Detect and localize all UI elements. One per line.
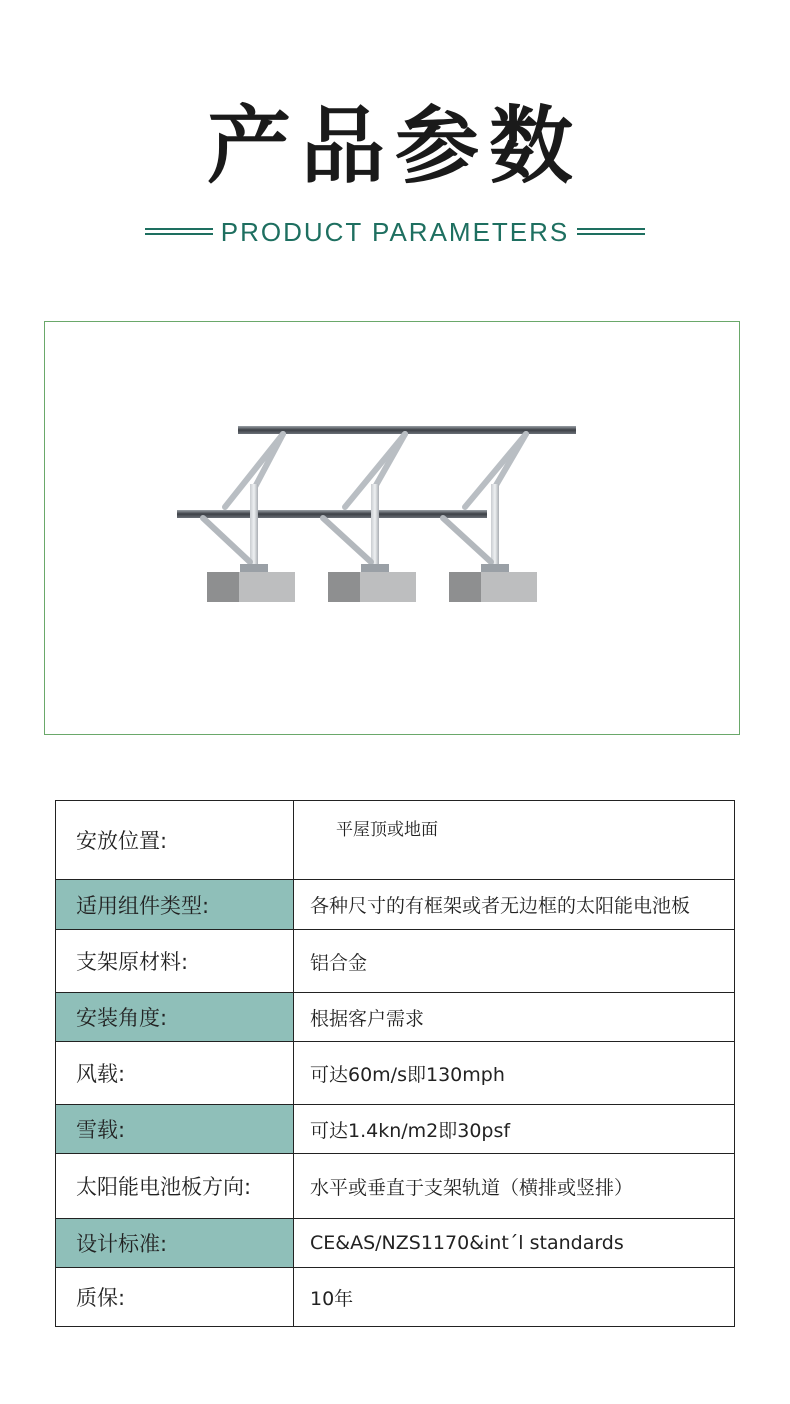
subtitle-row bbox=[0, 214, 790, 250]
table-row bbox=[56, 880, 735, 930]
param-key: 支架原材料: bbox=[56, 930, 294, 993]
table-row bbox=[56, 1219, 735, 1268]
param-value: 铝合金 bbox=[294, 930, 735, 993]
table-row bbox=[56, 1268, 735, 1327]
param-key: 设计标准: bbox=[56, 1219, 294, 1268]
parameters-table bbox=[55, 800, 735, 1327]
param-key: 质保: bbox=[56, 1268, 294, 1327]
table-row bbox=[56, 993, 735, 1042]
product-image-frame bbox=[44, 321, 740, 735]
table-row bbox=[56, 1042, 735, 1105]
table-row bbox=[56, 1154, 735, 1219]
table-row bbox=[56, 930, 735, 993]
solar-mount-structure-icon bbox=[45, 322, 739, 734]
decorative-double-line-right bbox=[577, 228, 645, 235]
param-value: 可达60m/s即130mph bbox=[294, 1042, 735, 1105]
param-value: 可达1.4kn/m2即30psf bbox=[294, 1105, 735, 1154]
param-value: 各种尺寸的有框架或者无边框的太阳能电池板 bbox=[294, 880, 735, 930]
param-key: 安装角度: bbox=[56, 993, 294, 1042]
param-value: CE&AS/NZS1170&int´l standards bbox=[294, 1219, 735, 1268]
param-value: 10年 bbox=[294, 1268, 735, 1327]
param-key: 适用组件类型: bbox=[56, 880, 294, 930]
param-value: 平屋顶或地面 bbox=[294, 801, 735, 880]
page-title: 产品参数 bbox=[206, 97, 583, 195]
table-row bbox=[56, 1105, 735, 1154]
param-value: 水平或垂直于支架轨道（横排或竖排） bbox=[294, 1154, 735, 1219]
param-key: 安放位置: bbox=[56, 801, 294, 880]
param-key: 太阳能电池板方向: bbox=[56, 1154, 294, 1219]
table-row bbox=[56, 801, 735, 880]
param-value: 根据客户需求 bbox=[294, 993, 735, 1042]
param-key: 风载: bbox=[56, 1042, 294, 1105]
param-key: 雪载: bbox=[56, 1105, 294, 1154]
page-subtitle: PRODUCT PARAMETERS bbox=[220, 217, 570, 247]
